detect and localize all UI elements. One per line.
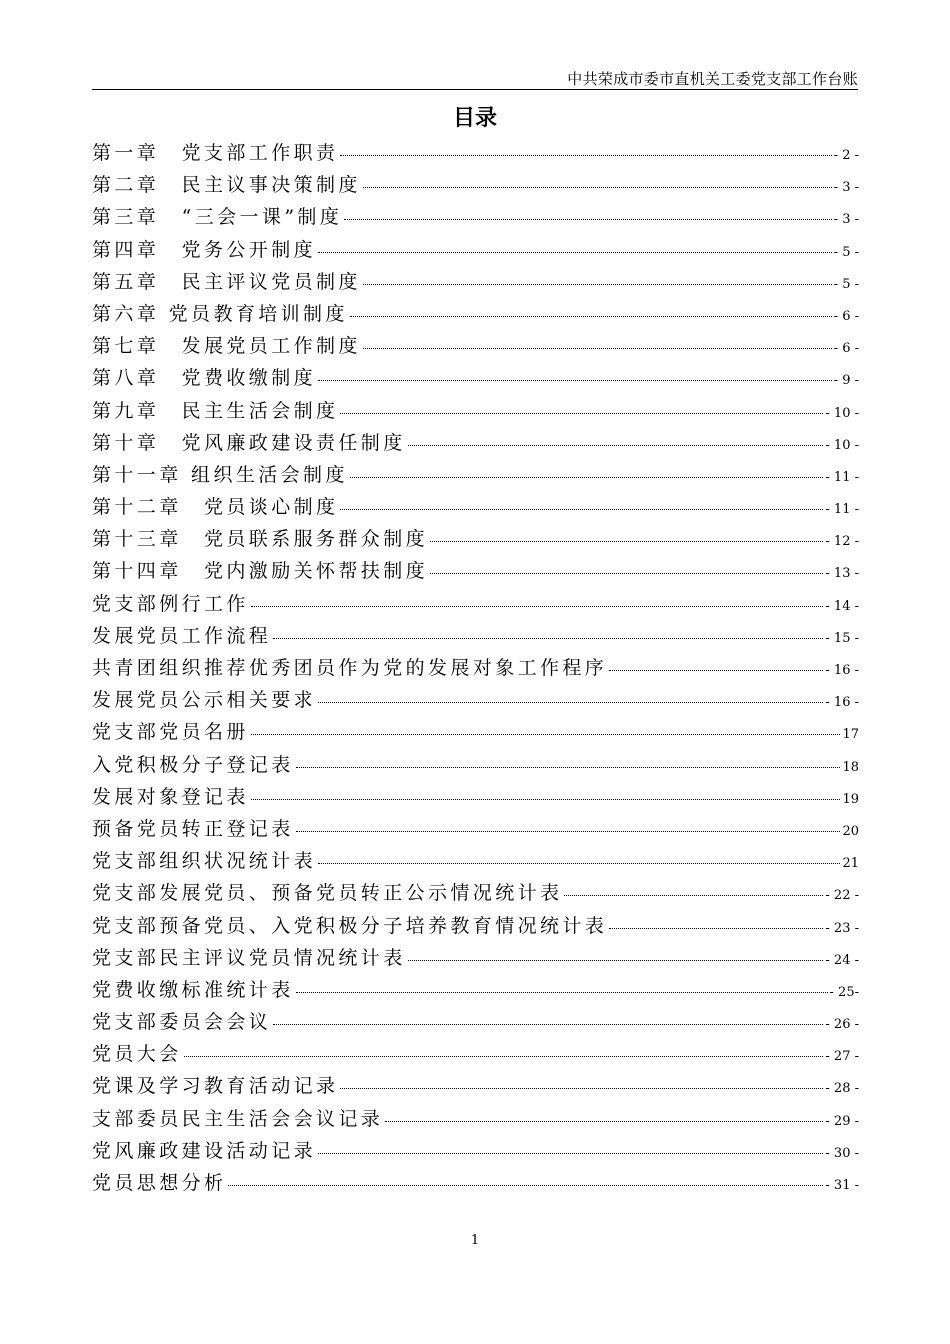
dot-leader [430, 541, 823, 542]
dot-leader [408, 445, 824, 446]
toc-entry[interactable] [92, 137, 859, 169]
toc-entry-label[interactable]: 党员大会 [92, 1043, 182, 1066]
toc-entry-page[interactable]: - 2 - [833, 148, 859, 163]
dot-leader [318, 863, 840, 864]
toc-entry-label[interactable]: 党风廉政建设活动记录 [92, 1139, 317, 1162]
dot-leader [296, 992, 828, 993]
dot-leader [350, 477, 824, 478]
dot-leader [318, 1153, 823, 1154]
toc-entry[interactable] [92, 749, 859, 781]
toc-entry-label[interactable]: 第十四章 党内激励关怀帮扶制度 [92, 560, 429, 583]
dot-leader [228, 1185, 823, 1186]
running-header: 中共荣成市委市直机关工委党支部工作台账 [567, 70, 858, 88]
toc-entry[interactable] [92, 716, 859, 748]
toc-entry-label[interactable]: 党支部发展党员、预备党员转正公示情况统计表 [92, 882, 563, 905]
toc-entry[interactable] [92, 910, 859, 942]
toc-entry-page[interactable]: - 11 - [825, 469, 859, 485]
dot-leader [251, 606, 824, 607]
toc-entry-label[interactable]: 第四章 党务公开制度 [92, 238, 317, 261]
toc-entry-page[interactable]: - 22 - [825, 888, 859, 904]
toc-entry[interactable] [92, 1135, 859, 1167]
toc-entry-page[interactable]: - 5 - [833, 244, 859, 260]
toc-entry[interactable] [92, 555, 859, 587]
toc-entry-page[interactable]: - 6 - [833, 341, 859, 357]
toc-entry[interactable] [92, 1103, 859, 1135]
toc-entry-label[interactable]: 发展对象登记表 [92, 785, 249, 808]
toc-entry[interactable] [92, 459, 859, 491]
toc-entry-page[interactable]: - 30 - [825, 1145, 859, 1161]
toc-entry-label[interactable]: 支部委员民主生活会会议记录 [92, 1107, 384, 1130]
dot-leader [184, 1056, 824, 1057]
toc-entry-label[interactable]: 第九章 民主生活会制度 [92, 399, 339, 422]
toc-entry-label[interactable]: 第三章 “三会一课”制度 [92, 206, 343, 229]
toc-entry-label[interactable]: 党员思想分析 [92, 1172, 227, 1194]
dot-leader [344, 219, 831, 220]
dot-leader [385, 1121, 823, 1122]
toc-entry-label[interactable]: 预备党员转正登记表 [92, 817, 294, 840]
toc-entry-label[interactable]: 第二章 民主议事决策制度 [92, 174, 361, 197]
page-number: 1 [470, 1233, 480, 1248]
toc-entry[interactable] [92, 1006, 859, 1038]
toc-entry-label[interactable]: 党费收缴标准统计表 [92, 978, 294, 1001]
toc-entry[interactable] [92, 169, 859, 201]
header-rule [92, 89, 858, 90]
dot-leader [564, 895, 823, 896]
toc-entry-page[interactable]: - 10 - [825, 437, 859, 453]
toc-entry-page[interactable]: - 27 - [825, 1049, 859, 1065]
toc-entry[interactable] [92, 845, 859, 877]
toc-entry[interactable] [92, 201, 859, 233]
toc-entry-page[interactable]: - 29 - [825, 1113, 859, 1129]
toc-entry[interactable] [92, 395, 859, 427]
toc-entry-page[interactable]: - 5 - [833, 276, 859, 292]
toc-entry-label[interactable]: 第十三章 党员联系服务群众制度 [92, 528, 429, 551]
toc-entry-page[interactable]: - 31 - [825, 1178, 859, 1193]
dot-leader [273, 638, 823, 639]
toc-entry[interactable] [92, 1038, 859, 1070]
toc-entry-label[interactable]: 第七章 发展党员工作制度 [92, 335, 361, 358]
toc-entry-label[interactable]: 发展党员公示相关要求 [92, 689, 317, 712]
toc-entry[interactable] [92, 974, 859, 1006]
toc-entry-page[interactable]: - 3 - [833, 180, 859, 196]
toc-entry-label[interactable]: 第五章 民主评议党员制度 [92, 270, 361, 293]
toc-entry-label[interactable]: 党支部预备党员、入党积极分子培养教育情况统计表 [92, 914, 608, 937]
toc-entry-page[interactable]: - 15 - [825, 630, 859, 646]
toc-entry[interactable] [92, 781, 859, 813]
toc-entry-label[interactable]: 党支部组织状况统计表 [92, 850, 317, 873]
toc-entry-page[interactable]: 17 [842, 727, 859, 743]
toc-entry-page[interactable]: - 9 - [833, 373, 859, 389]
dot-leader [296, 831, 841, 832]
toc-entry[interactable] [92, 1167, 859, 1199]
toc-entry-page[interactable]: - 16 - [825, 695, 859, 711]
toc-entry-page[interactable]: - 23 - [825, 920, 859, 936]
dot-leader [350, 316, 832, 317]
toc-entry[interactable] [92, 234, 859, 266]
toc-entry-page[interactable]: - 12 - [825, 534, 859, 550]
toc-entry-page[interactable]: - 25- [829, 984, 859, 1000]
toc-entry-label[interactable]: 入党积极分子登记表 [92, 753, 294, 776]
dot-leader [363, 348, 832, 349]
dot-leader [430, 573, 823, 574]
toc-entry-page[interactable]: - 10 - [825, 405, 859, 421]
dot-leader [340, 155, 831, 156]
dot-leader [273, 1024, 823, 1025]
toc-entry-label[interactable]: 第一章 党支部工作职责 [92, 142, 339, 164]
dot-leader [318, 252, 832, 253]
toc-entry-label[interactable]: 党支部委员会会议 [92, 1011, 272, 1034]
toc-entry[interactable] [92, 298, 859, 330]
dot-leader [318, 702, 823, 703]
dot-leader [408, 960, 824, 961]
toc-entry-page[interactable]: - 3 - [833, 212, 859, 228]
toc-entry[interactable] [92, 942, 859, 974]
table-of-contents [92, 137, 859, 1199]
toc-entry-page[interactable]: - 13 - [825, 566, 859, 582]
toc-entry-page[interactable]: 19 [842, 791, 859, 807]
toc-entry-label[interactable]: 党支部民主评议党员情况统计表 [92, 946, 406, 969]
toc-entry[interactable] [92, 588, 859, 620]
toc-entry-label[interactable]: 党课及学习教育活动记录 [92, 1075, 339, 1098]
toc-entry[interactable] [92, 877, 859, 909]
toc-entry-page[interactable]: - 6 - [833, 308, 859, 324]
dot-leader [363, 284, 832, 285]
dot-leader [296, 767, 841, 768]
toc-entry-page[interactable]: 20 [842, 823, 859, 839]
toc-entry[interactable] [92, 523, 859, 555]
dot-leader [251, 734, 841, 735]
toc-entry-page[interactable]: 21 [842, 856, 859, 872]
toc-entry-page[interactable]: - 26 - [825, 1017, 859, 1033]
dot-leader [340, 1088, 823, 1089]
toc-entry-label[interactable]: 发展党员工作流程 [92, 624, 272, 647]
toc-entry-label[interactable]: 第八章 党费收缴制度 [92, 367, 317, 390]
toc-entry-label[interactable]: 第十章 党风廉政建设责任制度 [92, 431, 406, 454]
toc-entry[interactable] [92, 266, 859, 298]
toc-entry[interactable] [92, 330, 859, 362]
dot-leader [363, 187, 832, 188]
toc-entry[interactable] [92, 652, 859, 684]
dot-leader [340, 509, 823, 510]
toc-entry-label[interactable]: 第十二章 党员谈心制度 [92, 496, 339, 519]
toc-entry-page[interactable]: - 11 - [825, 502, 859, 518]
toc-title: 目录 [452, 106, 497, 131]
toc-entry-label[interactable]: 共青团组织推荐优秀团员作为党的发展对象工作程序 [92, 657, 608, 679]
dot-leader [609, 670, 823, 671]
toc-entry[interactable] [92, 427, 859, 459]
toc-entry-page[interactable]: - 16 - [825, 663, 859, 678]
toc-entry-page[interactable]: 18 [842, 759, 859, 775]
toc-entry-page[interactable]: - 28 - [825, 1081, 859, 1097]
dot-leader [340, 413, 823, 414]
toc-entry[interactable] [92, 1070, 859, 1102]
toc-entry-label[interactable]: 第十一章 组织生活会制度 [92, 463, 348, 486]
dot-leader [318, 380, 832, 381]
toc-entry[interactable] [92, 491, 859, 523]
toc-entry-page[interactable]: - 24 - [825, 952, 859, 968]
toc-entry[interactable] [92, 362, 859, 394]
dot-leader [609, 928, 823, 929]
toc-entry[interactable] [92, 813, 859, 845]
toc-entry-label[interactable]: 党支部例行工作 [92, 592, 249, 615]
toc-entry[interactable] [92, 620, 859, 652]
toc-entry[interactable] [92, 684, 859, 716]
toc-entry-label[interactable]: 第六章 党员教育培训制度 [92, 302, 348, 325]
toc-entry-label[interactable]: 党支部党员名册 [92, 721, 249, 744]
dot-leader [251, 799, 841, 800]
toc-entry-page[interactable]: - 14 - [825, 598, 859, 614]
